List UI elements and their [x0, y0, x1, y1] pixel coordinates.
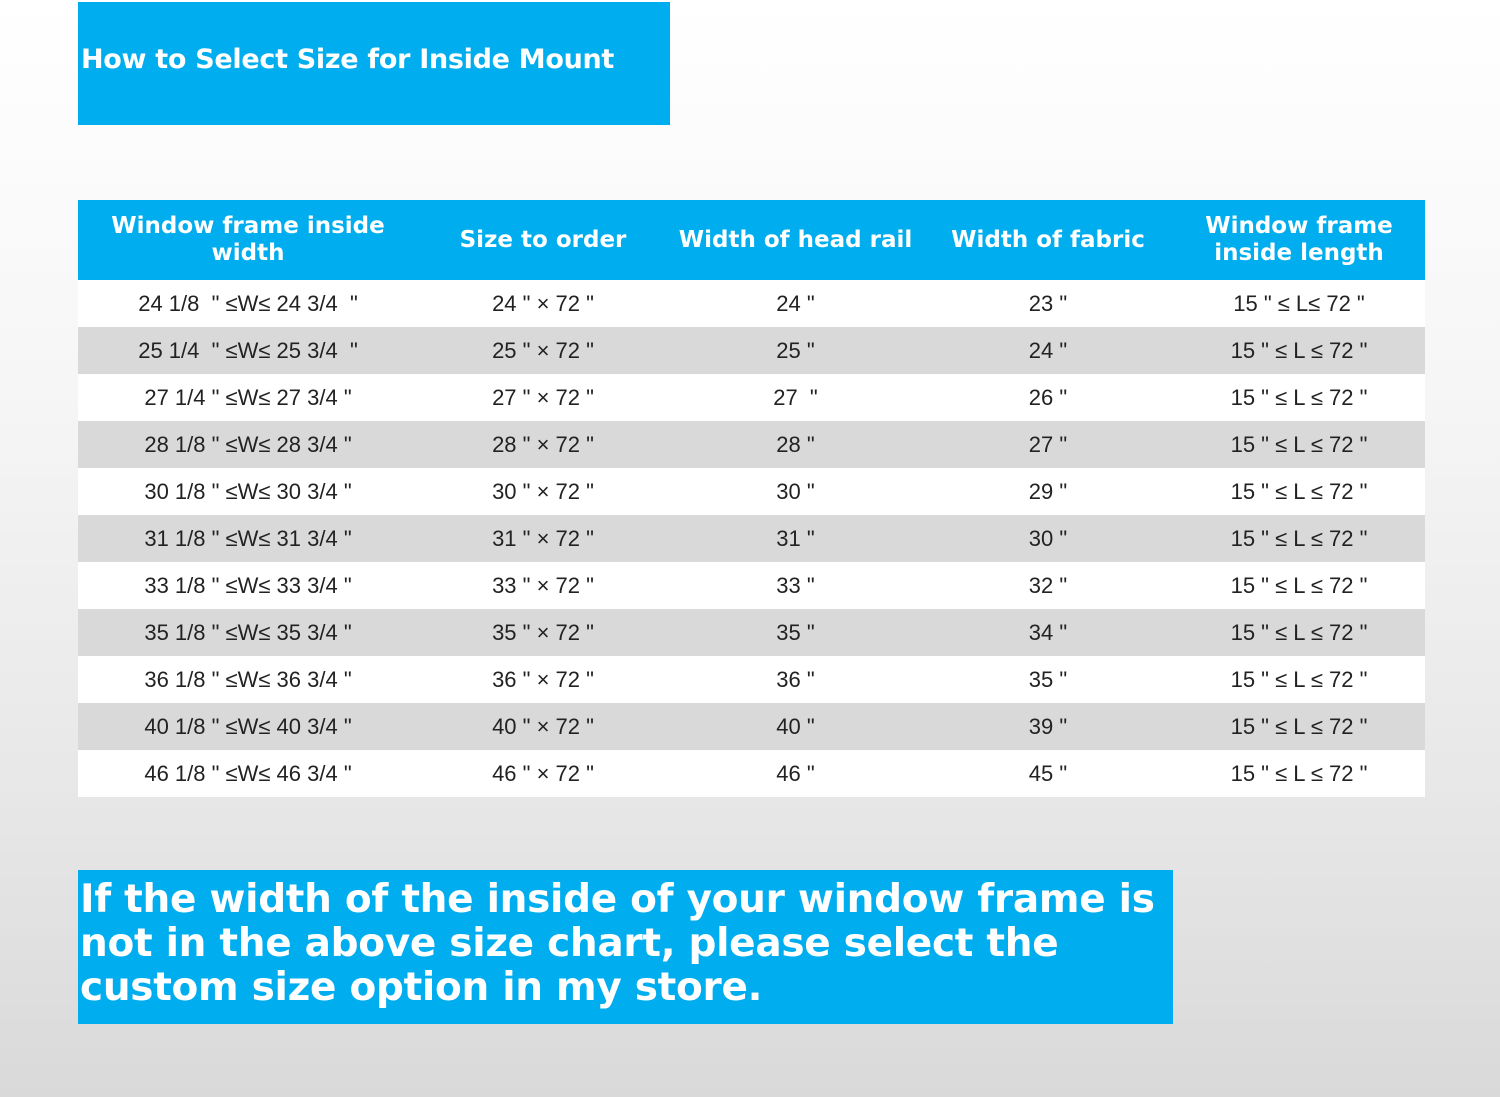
cell-head-rail-width: 31 " [668, 515, 923, 562]
cell-fabric-width: 27 " [923, 421, 1173, 468]
table-body [78, 280, 1425, 797]
page-title: How to Select Size for Inside Mount [81, 44, 615, 75]
cell-inside-length: 15 " ≤ L ≤ 72 " [1173, 327, 1425, 374]
header-width-of-head-rail: Width of head rail [668, 200, 923, 280]
size-chart-table [78, 200, 1425, 797]
cell-head-rail-width: 35 " [668, 609, 923, 656]
cell-size-to-order: 36 " × 72 " [418, 656, 668, 703]
cell-inside-length: 15 " ≤ L ≤ 72 " [1173, 609, 1425, 656]
table-row [78, 750, 1425, 797]
cell-fabric-width: 34 " [923, 609, 1173, 656]
cell-fabric-width: 26 " [923, 374, 1173, 421]
header-size-to-order: Size to order [418, 200, 668, 280]
cell-inside-length: 15 " ≤ L ≤ 72 " [1173, 468, 1425, 515]
cell-inside-width: 27 1/4 " ≤W≤ 27 3/4 " [78, 374, 418, 421]
cell-head-rail-width: 27 " [668, 374, 923, 421]
table-row [78, 609, 1425, 656]
cell-inside-width: 40 1/8 " ≤W≤ 40 3/4 " [78, 703, 418, 750]
cell-fabric-width: 23 " [923, 280, 1173, 327]
cell-head-rail-width: 46 " [668, 750, 923, 797]
header-window-frame-inside-length: Window frame inside length [1173, 200, 1425, 280]
cell-inside-width: 25 1/4 " ≤W≤ 25 3/4 " [78, 327, 418, 374]
table-row [78, 562, 1425, 609]
title-banner [78, 2, 670, 125]
cell-size-to-order: 24 " × 72 " [418, 280, 668, 327]
table-row [78, 656, 1425, 703]
cell-inside-width: 28 1/8 " ≤W≤ 28 3/4 " [78, 421, 418, 468]
cell-head-rail-width: 25 " [668, 327, 923, 374]
cell-size-to-order: 31 " × 72 " [418, 515, 668, 562]
cell-size-to-order: 46 " × 72 " [418, 750, 668, 797]
cell-head-rail-width: 36 " [668, 656, 923, 703]
cell-size-to-order: 30 " × 72 " [418, 468, 668, 515]
cell-inside-length: 15 " ≤ L ≤ 72 " [1173, 562, 1425, 609]
table-row [78, 515, 1425, 562]
header-width-of-fabric: Width of fabric [923, 200, 1173, 280]
cell-inside-width: 30 1/8 " ≤W≤ 30 3/4 " [78, 468, 418, 515]
cell-head-rail-width: 30 " [668, 468, 923, 515]
cell-inside-length: 15 " ≤ L≤ 72 " [1173, 280, 1425, 327]
cell-inside-length: 15 " ≤ L ≤ 72 " [1173, 421, 1425, 468]
cell-size-to-order: 28 " × 72 " [418, 421, 668, 468]
table-row [78, 327, 1425, 374]
cell-inside-length: 15 " ≤ L ≤ 72 " [1173, 656, 1425, 703]
header-window-frame-inside-width: Window frame inside width [78, 200, 418, 280]
cell-inside-width: 35 1/8 " ≤W≤ 35 3/4 " [78, 609, 418, 656]
cell-inside-width: 33 1/8 " ≤W≤ 33 3/4 " [78, 562, 418, 609]
cell-head-rail-width: 24 " [668, 280, 923, 327]
cell-fabric-width: 24 " [923, 327, 1173, 374]
cell-fabric-width: 45 " [923, 750, 1173, 797]
table-row [78, 374, 1425, 421]
cell-head-rail-width: 33 " [668, 562, 923, 609]
table-row [78, 468, 1425, 515]
cell-size-to-order: 33 " × 72 " [418, 562, 668, 609]
cell-fabric-width: 35 " [923, 656, 1173, 703]
cell-inside-width: 46 1/8 " ≤W≤ 46 3/4 " [78, 750, 418, 797]
cell-fabric-width: 39 " [923, 703, 1173, 750]
custom-size-note: If the width of the inside of your window frame is not in the above size chart, please select the custom size option in my store. [80, 877, 1155, 1010]
table-header-row [78, 200, 1425, 280]
table-row [78, 703, 1425, 750]
cell-inside-length: 15 " ≤ L ≤ 72 " [1173, 750, 1425, 797]
cell-inside-width: 36 1/8 " ≤W≤ 36 3/4 " [78, 656, 418, 703]
cell-size-to-order: 40 " × 72 " [418, 703, 668, 750]
cell-size-to-order: 35 " × 72 " [418, 609, 668, 656]
cell-size-to-order: 27 " × 72 " [418, 374, 668, 421]
cell-inside-length: 15 " ≤ L ≤ 72 " [1173, 703, 1425, 750]
cell-fabric-width: 32 " [923, 562, 1173, 609]
cell-fabric-width: 30 " [923, 515, 1173, 562]
table-row [78, 421, 1425, 468]
cell-head-rail-width: 40 " [668, 703, 923, 750]
cell-inside-length: 15 " ≤ L ≤ 72 " [1173, 515, 1425, 562]
cell-inside-width: 24 1/8 " ≤W≤ 24 3/4 " [78, 280, 418, 327]
custom-size-note-banner [78, 870, 1173, 1024]
cell-inside-width: 31 1/8 " ≤W≤ 31 3/4 " [78, 515, 418, 562]
cell-inside-length: 15 " ≤ L ≤ 72 " [1173, 374, 1425, 421]
cell-head-rail-width: 28 " [668, 421, 923, 468]
cell-fabric-width: 29 " [923, 468, 1173, 515]
cell-size-to-order: 25 " × 72 " [418, 327, 668, 374]
table-row [78, 280, 1425, 327]
